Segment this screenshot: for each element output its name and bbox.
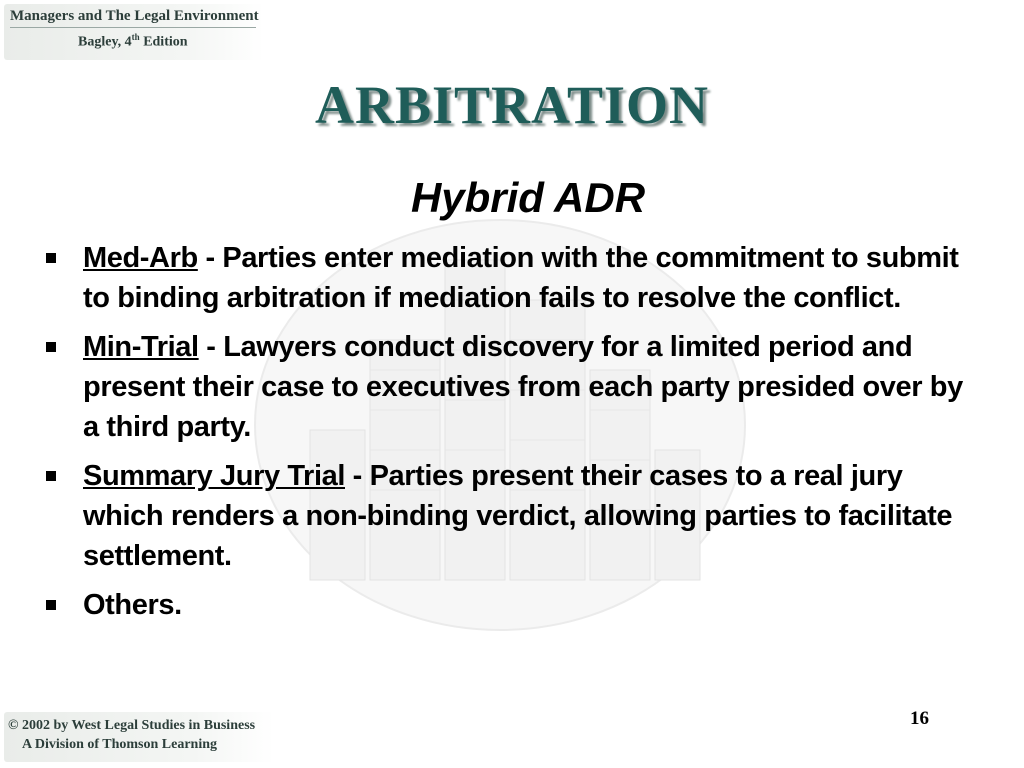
bullet-text: - Parties enter mediation with the commitment to submit to binding arbitration if mediation fails to resolve the conflict. xyxy=(83,242,959,314)
copyright-text: © 2002 by West Legal Studies in Business xyxy=(8,718,256,733)
bullet-term: Summary Jury Trial xyxy=(83,460,345,492)
bullet-text: Others. xyxy=(83,589,182,621)
edition-number: 4 xyxy=(124,34,132,50)
author-name: Bagley, xyxy=(78,34,122,50)
bullet-term: Med-Arb xyxy=(83,242,198,274)
square-bullet-icon xyxy=(46,342,56,352)
book-title: Managers and The Legal Environment xyxy=(10,8,259,24)
bullet-text: - Parties present their cases to a real jury which renders a non-binding verdict, allowing parties to facilitate settlement. xyxy=(83,460,953,572)
bullet-item xyxy=(46,238,976,318)
bullet-item xyxy=(46,456,976,576)
bullet-item xyxy=(46,327,976,447)
edition-word: Edition xyxy=(143,34,188,50)
square-bullet-icon xyxy=(46,600,56,610)
bullet-list xyxy=(46,238,976,634)
edition-superscript: th xyxy=(131,32,140,42)
square-bullet-icon xyxy=(46,253,56,263)
square-bullet-icon xyxy=(46,471,56,481)
publisher-text: A Division of Thomson Learning xyxy=(22,737,218,752)
header-divider xyxy=(10,27,256,28)
book-edition xyxy=(78,32,188,51)
bullet-item xyxy=(46,585,976,625)
slide-title: ARBITRATION xyxy=(314,75,710,135)
slide-subtitle: Hybrid ADR xyxy=(410,174,646,221)
bullet-term: Min-Trial xyxy=(83,331,199,363)
page-number: 16 xyxy=(910,708,929,729)
bullet-text: - Lawyers conduct discovery for a limited period and present their case to executives from each party presided over by a third party. xyxy=(83,331,963,443)
